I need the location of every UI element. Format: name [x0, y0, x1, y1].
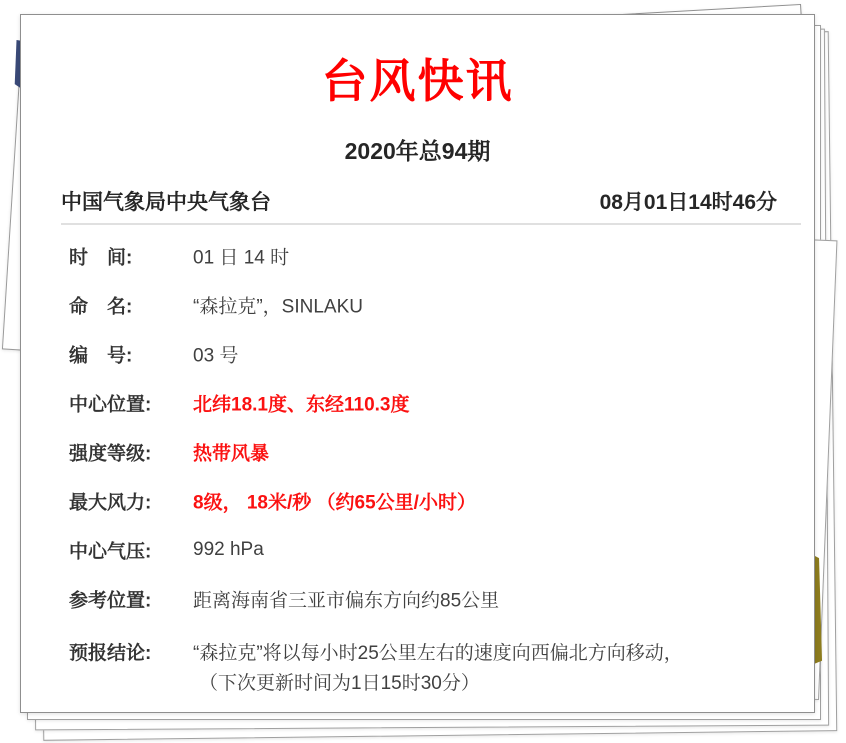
- field-label: 命 名:: [69, 296, 133, 317]
- issue-number: 2020年总94期: [344, 138, 491, 164]
- field-label: 强度等级:: [69, 443, 152, 464]
- field-row-reference-position: [21, 574, 814, 623]
- bulletin-title: 台风快讯: [321, 55, 514, 107]
- field-value: 热带风暴: [193, 443, 270, 464]
- fields-list: [21, 231, 814, 707]
- field-row-number: [21, 329, 814, 378]
- field-label: 编 号:: [69, 345, 133, 366]
- field-label: 中心位置:: [69, 394, 152, 415]
- field-row-forecast: [21, 623, 814, 707]
- field-value: 8级， 18米/秒 （约65公里/小时）: [193, 492, 476, 513]
- field-value: 北纬18.1度、东经110.3度: [193, 394, 410, 415]
- field-value: 992 hPa: [193, 538, 264, 560]
- field-row-intensity: [21, 427, 814, 476]
- field-value: “森拉克”将以每小时25公里左右的速度向西偏北方向移动，: [193, 643, 683, 664]
- field-row-max-wind: [21, 476, 814, 525]
- main-page: [20, 14, 815, 713]
- field-label: 中心气压:: [69, 541, 152, 562]
- field-row-time: [21, 231, 814, 280]
- agency-row: [61, 187, 777, 215]
- field-value: 01 日 14 时: [193, 247, 290, 268]
- agency-name: 中国气象局中央气象台: [61, 191, 271, 214]
- field-value: 03 号: [193, 345, 239, 366]
- field-value: “森拉克”，SINLAKU: [193, 296, 363, 317]
- field-value-line2: （下次更新时间为1日15时30分）: [199, 673, 480, 694]
- field-value: 距离海南省三亚市偏东方向约85公里: [193, 590, 500, 611]
- header-divider: [61, 223, 801, 225]
- field-label: 最大风力:: [69, 492, 152, 513]
- field-row-name: [21, 280, 814, 329]
- field-row-pressure: [21, 525, 814, 574]
- issue-datetime: 08月01日14时46分: [599, 191, 777, 214]
- field-label: 参考位置:: [69, 590, 152, 611]
- field-row-center-position: [21, 378, 814, 427]
- field-label: 时 间:: [69, 247, 133, 268]
- field-label: 预报结论:: [69, 643, 152, 664]
